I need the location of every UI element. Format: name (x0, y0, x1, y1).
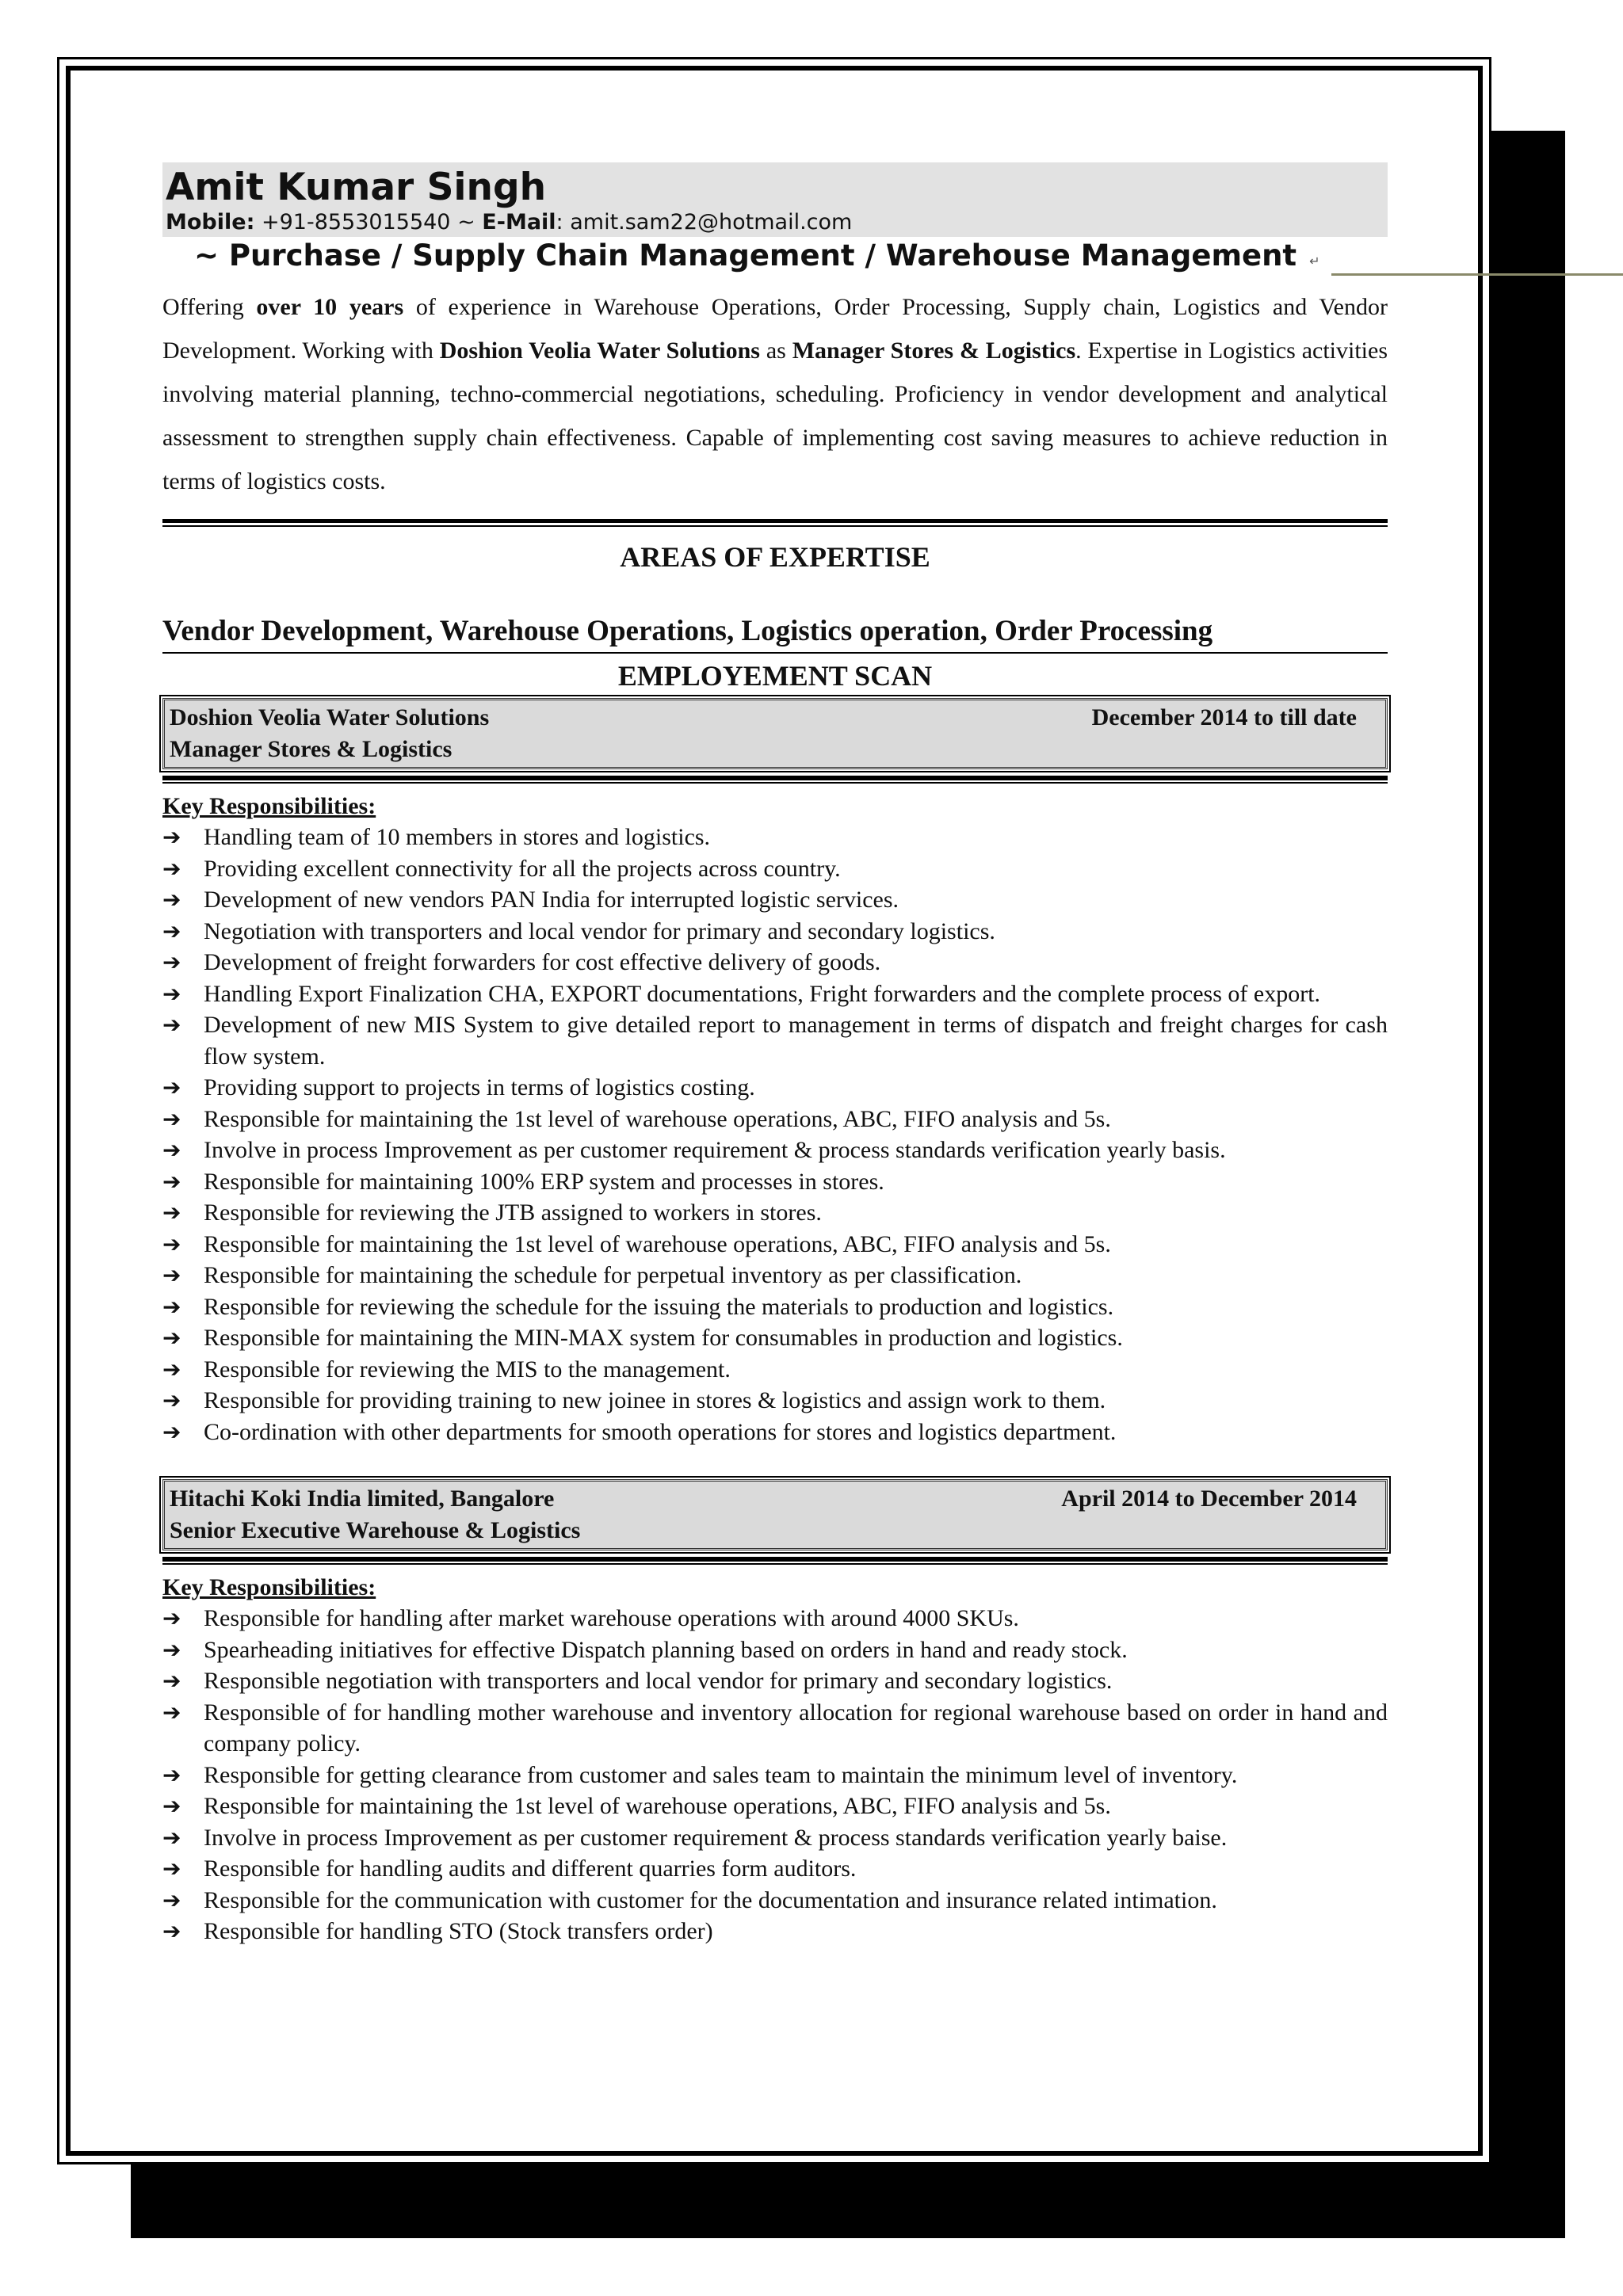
arrow-bullet-icon: ➔ (162, 1199, 181, 1226)
arrow-bullet-icon: ➔ (162, 855, 181, 882)
arrow-bullet-icon: ➔ (162, 1293, 181, 1320)
job-header-1 (162, 698, 1388, 769)
arrow-bullet-icon: ➔ (162, 1793, 181, 1819)
key-responsibilities-label: Key Responsibilities: (162, 793, 376, 819)
responsibility-item (162, 1322, 1388, 1354)
job-role: Manager Stores & Logistics (170, 736, 453, 762)
responsibility-item (162, 1291, 1388, 1323)
responsibility-item (162, 1697, 1388, 1760)
responsibility-text: Spearheading initiatives for effective Dispatch planning based on orders in hand and ready stock. (204, 1636, 1128, 1663)
responsibility-item (162, 1166, 1388, 1198)
arrow-bullet-icon: ➔ (162, 1262, 181, 1288)
responsibility-list (162, 1603, 1388, 1947)
responsibility-item (162, 1135, 1388, 1166)
arrow-bullet-icon: ➔ (162, 1668, 181, 1694)
responsibility-text: Responsible for the communication with customer for the documentation and insurance related intimation. (204, 1886, 1217, 1913)
arrow-bullet-icon: ➔ (162, 980, 181, 1007)
candidate-name: Amit Kumar Singh (166, 166, 547, 209)
job-role: Senior Executive Warehouse & Logistics (170, 1517, 581, 1543)
responsibility-item (162, 916, 1388, 948)
job-company: Doshion Veolia Water Solutions (170, 704, 490, 730)
header-box (162, 162, 1388, 237)
responsibility-item (162, 978, 1388, 1010)
resume-content (162, 162, 1388, 1947)
responsibility-text: Responsible for handling after market warehouse operations with around 4000 SKUs. (204, 1605, 1019, 1631)
summary-text-4: . Expertise in Logistics activities involving material planning, techno-commercial negotiations, scheduling. Proficiency in vendor development and analytical assessment to strengthen supply chain effectiveness. Capable of implementing cost saving measures to achieve reduction in terms of logistics costs. (162, 338, 1388, 494)
tagline (194, 238, 1388, 279)
summary-bold-3: Manager Stores & Logistics (792, 338, 1076, 364)
responsibility-text: Responsible for maintaining 100% ERP system and processes in stores. (204, 1168, 884, 1195)
responsibility-text: Development of new vendors PAN India for interrupted logistic services. (204, 887, 899, 913)
arrow-bullet-icon: ➔ (162, 1636, 181, 1663)
arrow-bullet-icon: ➔ (162, 1824, 181, 1851)
arrow-bullet-icon: ➔ (162, 1886, 181, 1913)
email-label: E-Mail (482, 210, 556, 235)
arrow-bullet-icon: ➔ (162, 1761, 181, 1788)
divider (162, 652, 1388, 654)
arrow-bullet-icon: ➔ (162, 1699, 181, 1726)
arrow-bullet-icon: ➔ (162, 949, 181, 975)
arrow-bullet-icon: ➔ (162, 1387, 181, 1413)
responsibility-text: Involve in process Improvement as per customer requirement & process standards verification yearly baise. (204, 1824, 1228, 1851)
responsibility-text: Responsible for handling audits and different quarries form auditors. (204, 1855, 857, 1882)
responsibility-item (162, 1916, 1388, 1947)
arrow-bullet-icon: ➔ (162, 1074, 181, 1100)
responsibility-text: Responsible for providing training to new joinee in stores & logistics and assign work to them. (204, 1387, 1106, 1413)
responsibility-item (162, 1417, 1388, 1448)
responsibility-text: Development of freight forwarders for cost effective delivery of goods. (204, 949, 881, 975)
responsibility-text: Responsible for handling STO (Stock transfers order) (204, 1918, 713, 1944)
responsibility-item (162, 1665, 1388, 1697)
responsibility-item (162, 1885, 1388, 1917)
responsibility-item (162, 853, 1388, 885)
job-header-2 (162, 1479, 1388, 1550)
contact-line (166, 210, 1384, 235)
responsibility-item (162, 1104, 1388, 1135)
arrow-bullet-icon: ➔ (162, 824, 181, 850)
responsibility-item (162, 1791, 1388, 1822)
summary-bold-2: Doshion Veolia Water Solutions (439, 338, 760, 364)
summary-text-2: of experience in Warehouse Operations, Order Processing, Supply chain, Logistics and Vendor Development. Working with (162, 294, 1388, 364)
responsibility-text: Responsible for maintaining the schedule for perpetual inventory as per classification. (204, 1262, 1022, 1288)
arrow-bullet-icon: ➔ (162, 917, 181, 944)
responsibility-text: Providing support to projects in terms of logistics costing. (204, 1074, 755, 1100)
arrow-bullet-icon: ➔ (162, 1356, 181, 1383)
responsibility-list (162, 822, 1388, 1447)
paragraph-mark-icon: ↵ (1309, 254, 1320, 269)
responsibility-item (162, 822, 1388, 853)
mobile-number: +91-8553015540 (261, 210, 451, 235)
responsibility-item (162, 1354, 1388, 1386)
responsibility-item (162, 1197, 1388, 1229)
responsibility-text: Development of new MIS System to give detailed report to management in terms of dispatch and freight charges for cash flow system. (204, 1012, 1388, 1070)
divider (162, 776, 1388, 784)
responsibility-text: Responsible negotiation with transporters and local vendor for primary and secondary logistics. (204, 1668, 1113, 1694)
mobile-label: Mobile: (166, 210, 255, 235)
arrow-bullet-icon: ➔ (162, 1168, 181, 1195)
summary-bold-1: over 10 years (256, 294, 404, 320)
arrow-bullet-icon: ➔ (162, 1137, 181, 1163)
job-dates: December 2014 to till date (1091, 704, 1357, 730)
responsibility-item (162, 1229, 1388, 1261)
responsibility-text: Handling Export Finalization CHA, EXPORT documentations, Fright forwarders and the complete process of export. (204, 980, 1321, 1007)
responsibility-text: Responsible for reviewing the MIS to the management. (204, 1356, 731, 1383)
arrow-bullet-icon: ➔ (162, 1012, 181, 1038)
arrow-bullet-icon: ➔ (162, 1325, 181, 1351)
arrow-bullet-icon: ➔ (162, 1855, 181, 1882)
expertise-list: Vendor Development, Warehouse Operations, Logistics operation, Order Processing (162, 615, 1213, 647)
job-dates: April 2014 to December 2014 (1061, 1486, 1357, 1512)
responsibility-text: Responsible for maintaining the MIN-MAX system for consumables in production and logistics. (204, 1325, 1123, 1351)
responsibility-item (162, 1634, 1388, 1666)
arrow-bullet-icon: ➔ (162, 1230, 181, 1257)
email-address[interactable]: : amit.sam22@hotmail.com (556, 210, 853, 235)
summary-text-1: Offering (162, 294, 257, 320)
responsibility-item (162, 1009, 1388, 1072)
responsibility-item (162, 947, 1388, 978)
responsibility-text: Responsible for maintaining the 1st level of warehouse operations, ABC, FIFO analysis and 5s. (204, 1793, 1111, 1819)
responsibility-text: Handling team of 10 members in stores and logistics. (204, 824, 711, 850)
responsibility-text: Responsible of for handling mother warehouse and inventory allocation for regional warehouse based on order in hand and company policy. (204, 1699, 1388, 1756)
key-responsibilities-label: Key Responsibilities: (162, 1574, 376, 1600)
responsibility-item (162, 1603, 1388, 1634)
responsibility-text: Providing excellent connectivity for all the projects across country. (204, 855, 841, 882)
tagline-text: ~ Purchase / Supply Chain Management / Warehouse Management (194, 238, 1297, 273)
divider (162, 519, 1388, 527)
divider (162, 1557, 1388, 1565)
arrow-bullet-icon: ➔ (162, 1918, 181, 1944)
section-title-employment: EMPLOYEMENT SCAN (617, 660, 933, 692)
responsibility-text: Involve in process Improvement as per customer requirement & process standards verification yearly basis. (204, 1137, 1226, 1163)
responsibility-text: Responsible for getting clearance from customer and sales team to maintain the minimum level of inventory. (204, 1761, 1238, 1788)
profile-summary (162, 285, 1388, 503)
contact-separator: ~ (457, 210, 475, 235)
job-company: Hitachi Koki India limited, Bangalore (170, 1486, 555, 1512)
responsibility-item (162, 1385, 1388, 1417)
responsibility-item (162, 1072, 1388, 1104)
responsibility-item (162, 1760, 1388, 1791)
responsibility-item (162, 1822, 1388, 1854)
responsibility-text: Responsible for reviewing the schedule for the issuing the materials to production and logistics. (204, 1293, 1114, 1320)
responsibility-text: Responsible for reviewing the JTB assigned to workers in stores. (204, 1199, 822, 1226)
responsibility-text: Responsible for maintaining the 1st level of warehouse operations, ABC, FIFO analysis and 5s. (204, 1105, 1111, 1132)
responsibility-item (162, 1260, 1388, 1291)
responsibility-text: Co-ordination with other departments for smooth operations for stores and logistics department. (204, 1418, 1117, 1445)
arrow-bullet-icon: ➔ (162, 1605, 181, 1631)
section-title-expertise: AREAS OF EXPERTISE (620, 541, 930, 573)
responsibility-text: Responsible for maintaining the 1st level of warehouse operations, ABC, FIFO analysis and 5s. (204, 1230, 1111, 1257)
responsibility-text: Negotiation with transporters and local vendor for primary and secondary logistics. (204, 917, 995, 944)
arrow-bullet-icon: ➔ (162, 887, 181, 913)
responsibility-item (162, 1853, 1388, 1885)
responsibility-item (162, 884, 1388, 916)
arrow-bullet-icon: ➔ (162, 1418, 181, 1445)
summary-text-3: as (759, 338, 792, 364)
arrow-bullet-icon: ➔ (162, 1105, 181, 1132)
